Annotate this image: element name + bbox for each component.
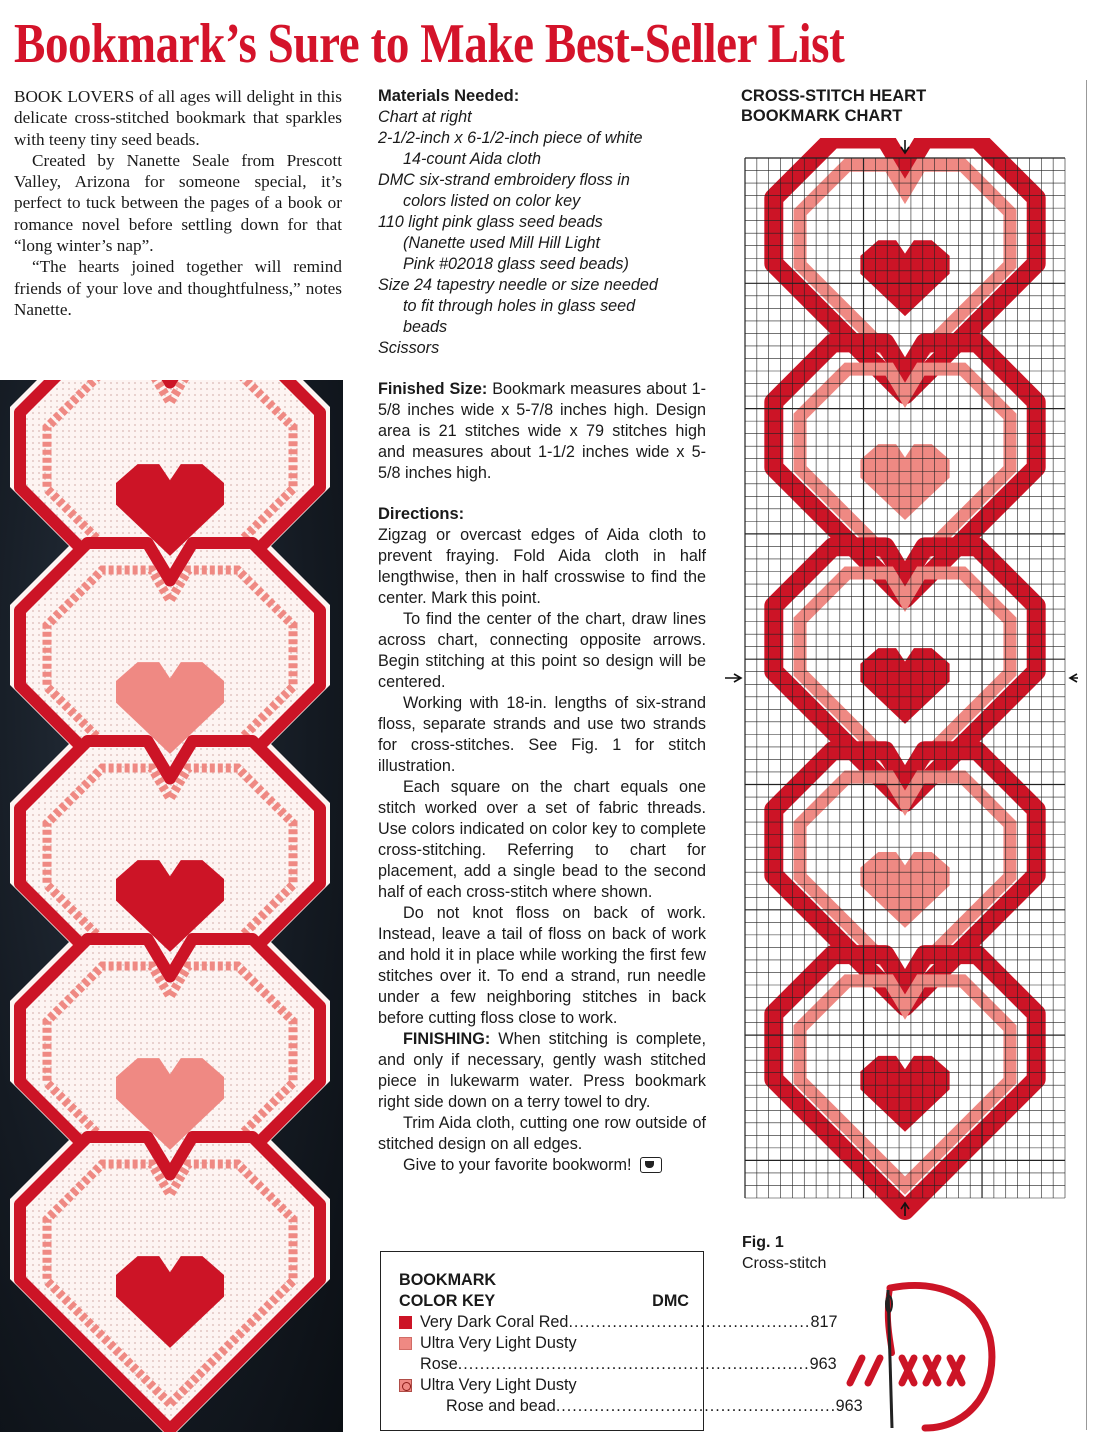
materials-item: 2-1/2-inch x 6-1/2-inch piece of white bbox=[378, 129, 643, 147]
intro-text bbox=[14, 86, 342, 320]
coral-red-swatch-icon bbox=[399, 1316, 412, 1329]
materials-item: colors listed on color key bbox=[403, 192, 581, 210]
stitch-mark bbox=[868, 1358, 880, 1383]
finished-size-label: Finished Size: bbox=[378, 380, 488, 398]
materials-item: Chart at right bbox=[378, 108, 472, 126]
dmc-header: DMC bbox=[652, 1292, 689, 1310]
materials-item: Pink #02018 glass seed beads) bbox=[403, 255, 629, 273]
materials-item: DMC six-strand embroidery floss in bbox=[378, 171, 630, 189]
finishing-label: FINISHING: bbox=[403, 1030, 491, 1048]
rose-bead-swatch-icon bbox=[399, 1379, 412, 1392]
materials-heading: Materials Needed: bbox=[378, 87, 520, 105]
dusty-rose-swatch-icon bbox=[399, 1337, 412, 1350]
directions-paragraph: Trim Aida cloth, cutting one row outside of stitched design on all edges. bbox=[378, 1114, 706, 1153]
chart-design bbox=[774, 139, 1036, 1211]
dmc-code: 963 bbox=[835, 1397, 863, 1415]
intro-paragraph-3: “The hearts joined together will remind friends of your love and thoughtfulness,” notes Nanette. bbox=[14, 257, 342, 319]
dmc-code: 817 bbox=[810, 1313, 838, 1331]
cross-stitch-needle-illustration bbox=[830, 1278, 1010, 1438]
directions-paragraph: Each square on the chart equals one stitch worked over a set of fabric threads. Use colors indicated on color key to complete cross-stitching. Referring to chart for placement, add a single bead to the second half of each cross-stitch where shown. bbox=[378, 778, 706, 901]
materials-item: beads bbox=[403, 318, 448, 336]
stitch-mark bbox=[850, 1358, 862, 1383]
end-mark-icon bbox=[640, 1157, 662, 1173]
materials-item: to fit through holes in glass seed bbox=[403, 297, 636, 315]
color-key-row: Ultra Very Light Dusty Rose ..... 963 bbox=[399, 1333, 689, 1375]
bookmark-photo bbox=[0, 380, 343, 1432]
directions-paragraph: Working with 18-in. lengths of six-strand floss, separate strands and use two strands for cross-stitches. See Fig. 1 for stitch illustration. bbox=[378, 694, 706, 775]
intro-paragraph-2: Created by Nanette Seale from Prescott Valley, Arizona for someone special, it’s perfect to tuck between the pages of a book or romance novel before settling down for that “long winter’s nap”. bbox=[14, 150, 342, 256]
color-key-row: Very Dark Coral Red ..... 817 bbox=[399, 1312, 689, 1333]
intro-lead: BOOK LOVERS bbox=[14, 87, 135, 106]
intro-paragraph-1: BOOK LOVERS of all ages will delight in this delicate cross-stitched bookmark that sparkles with teeny tiny seed beads. bbox=[14, 87, 342, 149]
chart-center-heart bbox=[860, 1056, 949, 1132]
chart-center-heart bbox=[860, 240, 949, 316]
directions-heading: Directions: bbox=[378, 505, 465, 523]
chart-title: CROSS-STITCH HEART BOOKMARK CHART bbox=[741, 87, 927, 125]
figure-label: Fig. 1 Cross-stitch bbox=[742, 1234, 827, 1272]
directions-closing: Give to your favorite bookworm! bbox=[378, 1155, 706, 1176]
center-arrow-right-icon bbox=[1070, 674, 1078, 682]
bookmark-photo-image bbox=[0, 380, 343, 1432]
cross-stitch-chart bbox=[720, 138, 1080, 1228]
dmc-code: 963 bbox=[809, 1355, 837, 1373]
directions-paragraph: Zigzag or overcast edges of Aida cloth to prevent fraying. Fold Aida cloth in half lengthwise, then in half crosswise to find the center. Mark this point. bbox=[378, 526, 706, 607]
directions-paragraph: Do not knot floss on back of work. Instead, leave a tail of floss on back of work and hold it in place while working the first few stitches over it. To end a strand, run needle under a few neighboring stitches in back before cutting floss close to work. bbox=[378, 904, 706, 1027]
materials-item: Size 24 tapestry needle or size needed bbox=[378, 276, 658, 294]
materials-item: Scissors bbox=[378, 339, 440, 357]
finishing-paragraph: FINISHING: When stitching is complete, and only if necessary, gently wash stitched piece in lukewarm water. Press bookmark right side down on a terry towel to dry. bbox=[378, 1030, 706, 1111]
materials-item: 14-count Aida cloth bbox=[403, 150, 541, 168]
color-key-row: Ultra Very Light Dusty Rose and bead ..... 963 bbox=[399, 1375, 689, 1417]
materials-item: (Nanette used Mill Hill Light bbox=[403, 234, 601, 252]
materials-item: 110 light pink glass seed beads bbox=[378, 213, 603, 231]
directions-paragraph: To find the center of the chart, draw lines across chart, connecting opposite arrows. Begin stitching at this point so design will be centered. bbox=[378, 610, 706, 691]
instructions-column bbox=[378, 86, 706, 1176]
chart-center-heart bbox=[860, 852, 949, 928]
materials-list bbox=[378, 107, 706, 359]
finished-size-text: Finished Size: Bookmark measures about 1-5/8 inches wide x 5-7/8 inches high. Design area is 21 stitches wide x 79 stitches high and measures about 1-1/2 inches wide x 5-5/8 inches high. bbox=[378, 380, 706, 482]
page-title: Bookmark’s Sure to Make Best-Seller List bbox=[14, 13, 845, 75]
directions-section bbox=[378, 504, 706, 1176]
center-arrow-left-icon bbox=[725, 674, 741, 682]
color-key-title: BOOKMARK COLOR KEY DMC bbox=[399, 1271, 689, 1310]
column-rule bbox=[1086, 80, 1087, 1430]
finished-size-section bbox=[378, 379, 706, 484]
